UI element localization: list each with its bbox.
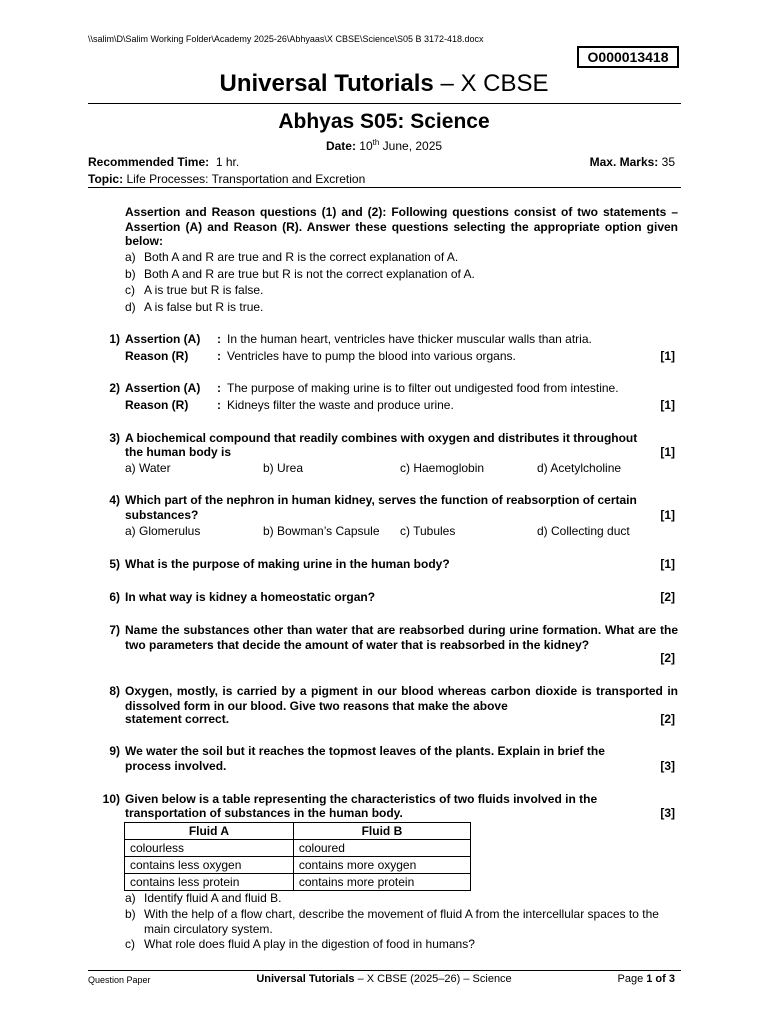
footer-divider: [88, 970, 681, 971]
q3-option-c: c) Haemoglobin: [400, 461, 485, 475]
q4-option-d: d) Collecting duct: [537, 524, 630, 538]
q7-marks: [2]: [660, 651, 675, 665]
q10-sub-a: [125, 891, 281, 905]
footer-course: – X CBSE (2025–26) – Science: [354, 973, 512, 985]
marks-value: 35: [661, 155, 675, 169]
question-number-7: 7): [109, 623, 120, 637]
instruction-option-b: [125, 267, 475, 281]
table-cell: colourless: [125, 840, 294, 857]
q4-option-b: b) Bowman’s Capsule: [263, 524, 380, 538]
question-number-9: 9): [109, 744, 120, 758]
paper-date: [88, 138, 680, 153]
paper-subtitle: Abhyas S05: Science: [278, 110, 490, 133]
q5-text: What is the purpose of making urine in the human body?: [125, 557, 450, 571]
q9-text-line1: We water the soil but it reaches the topmost leaves of the plants. Explain in brief the: [125, 744, 605, 758]
instruction-option-d: [125, 300, 263, 314]
q10-marks: [3]: [660, 806, 675, 820]
date-rest: June, 2025: [382, 139, 443, 153]
option-text: A is true but R is false.: [144, 283, 264, 297]
q10-sub-c: [125, 937, 475, 951]
q4-text-line1: Which part of the nephron in human kidney, serves the function of reabsorption of certain: [125, 493, 637, 507]
q4-marks: [1]: [660, 508, 675, 522]
sub-letter: a): [125, 891, 136, 905]
option-letter: c): [125, 283, 135, 297]
q8-text-last-line: statement correct.: [125, 712, 230, 726]
sub-text: With the help of a flow chart, describe the movement of fluid A from the intercellular spaces to the main circulatory system.: [144, 907, 659, 936]
table-cell: contains less protein: [125, 874, 294, 891]
table-header-row: [125, 823, 471, 840]
option-letter: a): [125, 250, 136, 264]
q1-assertion-label: Assertion (A): [125, 332, 201, 346]
question-number-1: 1): [109, 332, 120, 346]
q3-option-a: a) Water: [125, 461, 171, 475]
table-header-fluid-a: Fluid A: [125, 823, 294, 840]
topic-label: Topic:: [88, 172, 124, 186]
footer-title: [88, 973, 680, 985]
question-number-2: 2): [109, 381, 120, 395]
date-day: 10: [359, 139, 373, 153]
q10-text-line2: transportation of substances in the human body.: [125, 806, 403, 820]
page-of: of: [652, 973, 669, 985]
topic-divider: [88, 187, 681, 188]
q3-text-line2: the human body is: [125, 445, 232, 459]
page-total: 3: [668, 973, 675, 985]
q2-reason-text: Kidneys filter the waste and produce urine.: [227, 398, 454, 412]
table-cell: contains more protein: [293, 874, 470, 891]
q5-marks: [1]: [660, 557, 675, 571]
sub-text: Identify fluid A and fluid B.: [144, 891, 282, 905]
question-number-6: 6): [109, 590, 120, 604]
question-number-8: 8): [109, 684, 120, 698]
q8-text-lines: Oxygen, mostly, is carried by a pigment in our blood whereas carbon dioxide is transported in dissolved form in our blood. Give two reasons that make the above: [125, 684, 678, 713]
time-label: Recommended Time:: [88, 155, 210, 169]
q2-assertion-colon: :: [217, 381, 221, 395]
date-suffix: th: [372, 138, 380, 147]
question-number-4: 4): [109, 493, 120, 507]
table-cell: contains more oxygen: [293, 857, 470, 874]
q1-marks: [1]: [660, 349, 675, 363]
file-path: \\salim\D\Salim Working Folder\Academy 2025-26\Abhyaas\X CBSE\Science\S05 B 3172-418.docx: [88, 34, 484, 44]
table-row: [125, 857, 471, 874]
q3-option-d: d) Acetylcholine: [537, 461, 622, 475]
q10-sub-b: [125, 907, 678, 936]
q1-assertion-text: In the human heart, ventricles have thicker muscular walls than atria.: [227, 332, 592, 346]
question-number-3: 3): [109, 431, 120, 445]
q4-text-line2: substances?: [125, 508, 199, 522]
q1-assertion-colon: :: [217, 332, 221, 346]
title-class: – X CBSE: [433, 70, 549, 97]
q3-option-b: b) Urea: [263, 461, 304, 475]
q1-reason-label: Reason (R): [125, 349, 189, 363]
q8-marks: [2]: [660, 712, 675, 726]
q3-text-line1: A biochemical compound that readily combines with oxygen and distributes it throughout: [125, 431, 638, 445]
footer-institute: Universal Tutorials: [256, 973, 355, 985]
assertion-reason-instructions: Assertion and Reason questions (1) and (2): Following questions consist of two statements – Assertion (A) and Reason (R). Answer these questions selecting the appropriate option given below:: [125, 205, 678, 248]
fluid-comparison-table: [124, 822, 471, 891]
document-code-box: O000013418: [577, 46, 679, 68]
option-text: Both A and R are true and R is the correct explanation of A.: [144, 250, 459, 264]
option-letter: d): [125, 300, 136, 314]
q4-option-a: a) Glomerulus: [125, 524, 201, 538]
table-row: [125, 874, 471, 891]
q2-assertion-label: Assertion (A): [125, 381, 201, 395]
q2-marks: [1]: [660, 398, 675, 412]
title-institute: Universal Tutorials: [219, 70, 434, 97]
q6-text: In what way is kidney a homeostatic organ?: [125, 590, 376, 604]
option-text: A is false but R is true.: [144, 300, 264, 314]
page-title: [88, 70, 680, 98]
q2-assertion-text: The purpose of making urine is to filter out undigested food from intestine.: [227, 381, 619, 395]
question-number-5: 5): [109, 557, 120, 571]
marks-label: Max. Marks:: [589, 155, 659, 169]
page-current: 1: [646, 973, 653, 985]
q1-reason-text: Ventricles have to pump the blood into various organs.: [227, 349, 516, 363]
q10-text-line1: Given below is a table representing the characteristics of two fluids involved in the: [125, 792, 598, 806]
table-header-fluid-b: Fluid B: [293, 823, 470, 840]
header-divider: [88, 103, 681, 104]
q7-text: Name the substances other than water that are reabsorbed during urine formation. What are the two parameters that decide the amount of water that is reabsorbed in the kidney?: [125, 623, 678, 652]
paper-topic: [88, 172, 365, 186]
table-cell: coloured: [293, 840, 470, 857]
q3-marks: [1]: [660, 445, 675, 459]
page-label: Page: [617, 973, 647, 985]
recommended-time: [88, 155, 239, 169]
topic-value: Life Processes: Transportation and Excretion: [126, 172, 366, 186]
q4-option-c: c) Tubules: [400, 524, 456, 538]
instruction-option-c: [125, 283, 263, 297]
instruction-option-a: [125, 250, 458, 264]
q6-marks: [2]: [660, 590, 675, 604]
time-value: 1 hr.: [215, 155, 240, 169]
sub-letter: b): [125, 907, 136, 921]
max-marks: [590, 155, 675, 169]
sub-text: What role does fluid A play in the digestion of food in humans?: [144, 937, 475, 951]
date-label: Date:: [325, 139, 356, 153]
sub-letter: c): [125, 937, 135, 951]
q2-reason-label: Reason (R): [125, 398, 189, 412]
footer-doc-type: Question Paper: [88, 975, 151, 985]
option-text: Both A and R are true but R is not the correct explanation of A.: [144, 267, 475, 281]
q2-reason-colon: :: [217, 398, 221, 412]
table-row: [125, 840, 471, 857]
q9-marks: [3]: [660, 759, 675, 773]
q1-reason-colon: :: [217, 349, 221, 363]
question-number-10: 10): [102, 792, 120, 806]
q9-text-line2: process involved.: [125, 759, 227, 773]
option-letter: b): [125, 267, 136, 281]
page-number: [618, 973, 676, 985]
table-cell: contains less oxygen: [125, 857, 294, 874]
